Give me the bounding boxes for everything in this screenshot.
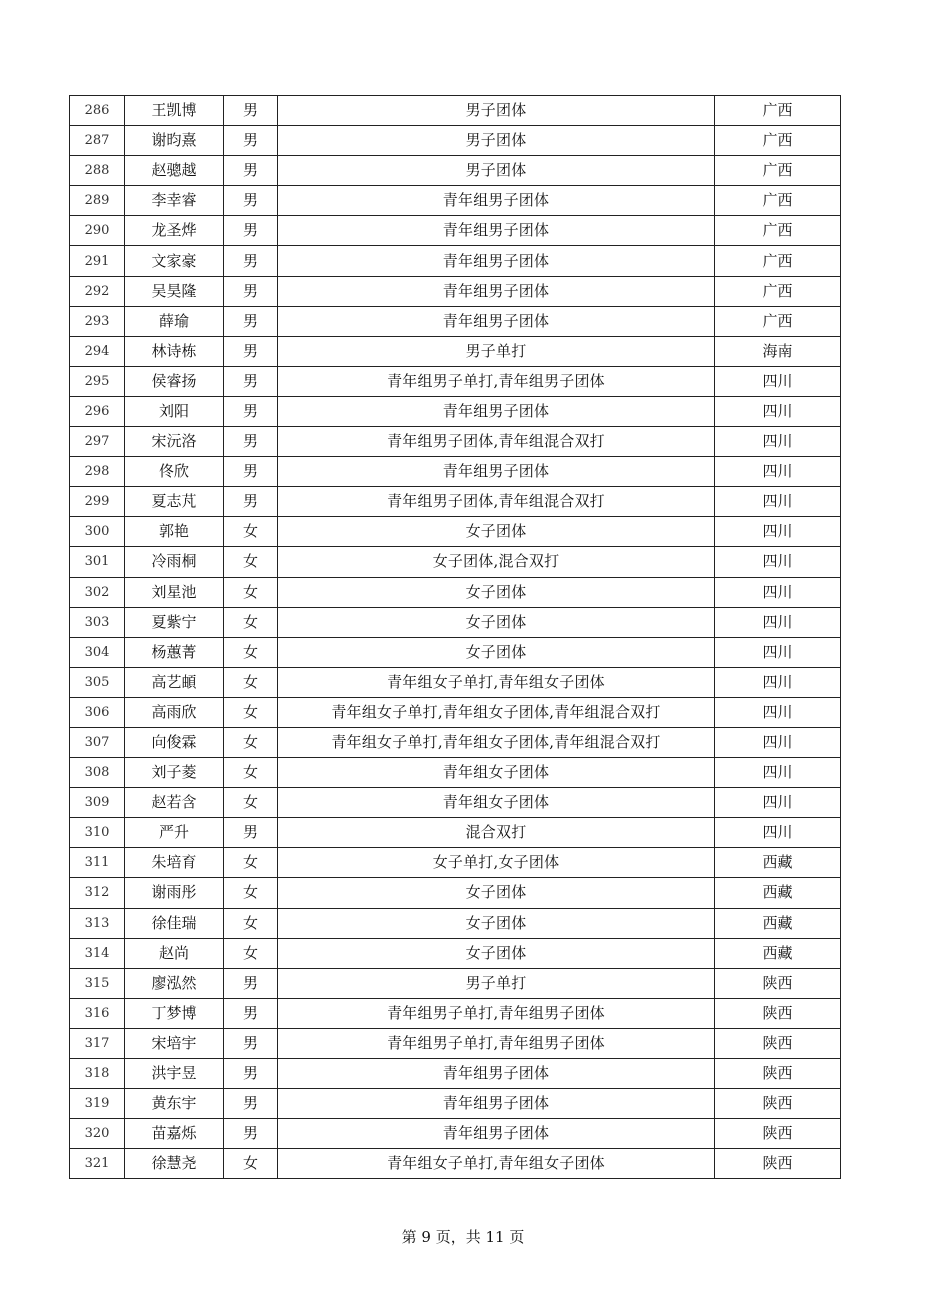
athlete-gender: 男 bbox=[224, 336, 278, 366]
table-row bbox=[70, 547, 841, 577]
row-number: 318 bbox=[70, 1059, 125, 1089]
athlete-gender: 男 bbox=[224, 1028, 278, 1058]
athlete-events: 女子单打,女子团体 bbox=[278, 848, 715, 878]
athlete-name: 刘星池 bbox=[125, 577, 224, 607]
row-number: 309 bbox=[70, 788, 125, 818]
athlete-region: 西藏 bbox=[715, 908, 841, 938]
table-row bbox=[70, 1149, 841, 1179]
athlete-gender: 女 bbox=[224, 667, 278, 697]
athlete-region: 广西 bbox=[715, 306, 841, 336]
athlete-name: 刘阳 bbox=[125, 396, 224, 426]
table-row bbox=[70, 427, 841, 457]
athlete-name: 廖泓然 bbox=[125, 968, 224, 998]
table-row bbox=[70, 938, 841, 968]
athlete-name: 谢雨彤 bbox=[125, 878, 224, 908]
athlete-gender: 女 bbox=[224, 938, 278, 968]
athlete-events: 青年组男子团体 bbox=[278, 246, 715, 276]
row-number: 317 bbox=[70, 1028, 125, 1058]
row-number: 289 bbox=[70, 186, 125, 216]
athlete-events: 青年组男子团体 bbox=[278, 1119, 715, 1149]
row-number: 313 bbox=[70, 908, 125, 938]
athlete-gender: 男 bbox=[224, 998, 278, 1028]
athlete-region: 西藏 bbox=[715, 878, 841, 908]
athlete-name: 王凯博 bbox=[125, 96, 224, 126]
athlete-gender: 女 bbox=[224, 848, 278, 878]
page-number: 第 9 页，共 11 页 bbox=[401, 1228, 525, 1246]
athlete-events: 男子单打 bbox=[278, 968, 715, 998]
athlete-name: 洪宇昱 bbox=[125, 1059, 224, 1089]
athlete-name: 侯睿扬 bbox=[125, 366, 224, 396]
athlete-gender: 女 bbox=[224, 517, 278, 547]
athlete-region: 广西 bbox=[715, 186, 841, 216]
athlete-events: 女子团体 bbox=[278, 607, 715, 637]
row-number: 315 bbox=[70, 968, 125, 998]
athlete-region: 四川 bbox=[715, 547, 841, 577]
row-number: 308 bbox=[70, 758, 125, 788]
table-row bbox=[70, 998, 841, 1028]
athlete-region: 西藏 bbox=[715, 848, 841, 878]
athlete-gender: 女 bbox=[224, 697, 278, 727]
athlete-region: 广西 bbox=[715, 126, 841, 156]
athlete-region: 西藏 bbox=[715, 938, 841, 968]
row-number: 300 bbox=[70, 517, 125, 547]
athlete-gender: 女 bbox=[224, 727, 278, 757]
athlete-events: 男子团体 bbox=[278, 96, 715, 126]
athlete-events: 青年组女子单打,青年组女子团体 bbox=[278, 1149, 715, 1179]
table-row bbox=[70, 96, 841, 126]
athlete-gender: 女 bbox=[224, 547, 278, 577]
athlete-name: 吴昊隆 bbox=[125, 276, 224, 306]
row-number: 299 bbox=[70, 487, 125, 517]
athlete-region: 四川 bbox=[715, 487, 841, 517]
athlete-region: 四川 bbox=[715, 697, 841, 727]
table-row bbox=[70, 156, 841, 186]
athlete-region: 陕西 bbox=[715, 1028, 841, 1058]
table-row bbox=[70, 1059, 841, 1089]
row-number: 287 bbox=[70, 126, 125, 156]
row-number: 292 bbox=[70, 276, 125, 306]
athlete-name: 向俊霖 bbox=[125, 727, 224, 757]
athlete-region: 海南 bbox=[715, 336, 841, 366]
row-number: 301 bbox=[70, 547, 125, 577]
athlete-events: 男子单打 bbox=[278, 336, 715, 366]
athlete-name: 赵骢越 bbox=[125, 156, 224, 186]
table-row bbox=[70, 878, 841, 908]
athlete-name: 佟欣 bbox=[125, 457, 224, 487]
athlete-gender: 男 bbox=[224, 1089, 278, 1119]
table-row bbox=[70, 396, 841, 426]
row-number: 293 bbox=[70, 306, 125, 336]
athlete-events: 青年组男子团体 bbox=[278, 306, 715, 336]
athlete-name: 夏志芃 bbox=[125, 487, 224, 517]
row-number: 312 bbox=[70, 878, 125, 908]
table-row bbox=[70, 848, 841, 878]
athlete-gender: 女 bbox=[224, 607, 278, 637]
row-number: 310 bbox=[70, 818, 125, 848]
athlete-name: 夏紫宁 bbox=[125, 607, 224, 637]
athlete-events: 青年组女子单打,青年组女子团体 bbox=[278, 667, 715, 697]
athlete-region: 陕西 bbox=[715, 1059, 841, 1089]
athlete-region: 四川 bbox=[715, 517, 841, 547]
row-number: 290 bbox=[70, 216, 125, 246]
athlete-region: 陕西 bbox=[715, 1119, 841, 1149]
table-row bbox=[70, 306, 841, 336]
table-row bbox=[70, 126, 841, 156]
athlete-events: 混合双打 bbox=[278, 818, 715, 848]
athlete-gender: 男 bbox=[224, 126, 278, 156]
athlete-events: 青年组男子单打,青年组男子团体 bbox=[278, 998, 715, 1028]
athlete-region: 四川 bbox=[715, 667, 841, 697]
athlete-region: 广西 bbox=[715, 246, 841, 276]
athlete-name: 苗嘉烁 bbox=[125, 1119, 224, 1149]
athlete-gender: 男 bbox=[224, 818, 278, 848]
athlete-gender: 男 bbox=[224, 366, 278, 396]
athlete-events: 男子团体 bbox=[278, 156, 715, 186]
athlete-name: 徐佳瑞 bbox=[125, 908, 224, 938]
athlete-gender: 男 bbox=[224, 1059, 278, 1089]
athlete-gender: 男 bbox=[224, 156, 278, 186]
row-number: 294 bbox=[70, 336, 125, 366]
athlete-gender: 女 bbox=[224, 1149, 278, 1179]
row-number: 296 bbox=[70, 396, 125, 426]
athlete-name: 李幸睿 bbox=[125, 186, 224, 216]
athlete-events: 女子团体 bbox=[278, 938, 715, 968]
athlete-region: 四川 bbox=[715, 788, 841, 818]
table-row bbox=[70, 216, 841, 246]
athlete-name: 高艺頔 bbox=[125, 667, 224, 697]
row-number: 286 bbox=[70, 96, 125, 126]
athlete-region: 四川 bbox=[715, 427, 841, 457]
athlete-events: 女子团体 bbox=[278, 577, 715, 607]
athlete-region: 四川 bbox=[715, 818, 841, 848]
athlete-name: 高雨欣 bbox=[125, 697, 224, 727]
athlete-name: 龙圣烨 bbox=[125, 216, 224, 246]
roster-table-body bbox=[70, 96, 841, 1179]
table-row bbox=[70, 818, 841, 848]
athlete-events: 青年组男子单打,青年组男子团体 bbox=[278, 1028, 715, 1058]
table-row bbox=[70, 697, 841, 727]
athlete-gender: 男 bbox=[224, 1119, 278, 1149]
table-row bbox=[70, 788, 841, 818]
athlete-region: 陕西 bbox=[715, 1089, 841, 1119]
athlete-events: 女子团体 bbox=[278, 908, 715, 938]
athlete-gender: 男 bbox=[224, 457, 278, 487]
athlete-region: 广西 bbox=[715, 216, 841, 246]
athlete-gender: 女 bbox=[224, 637, 278, 667]
table-row bbox=[70, 727, 841, 757]
table-row bbox=[70, 186, 841, 216]
row-number: 298 bbox=[70, 457, 125, 487]
athlete-gender: 男 bbox=[224, 306, 278, 336]
athlete-region: 陕西 bbox=[715, 968, 841, 998]
athlete-gender: 男 bbox=[224, 216, 278, 246]
row-number: 311 bbox=[70, 848, 125, 878]
table-row bbox=[70, 1089, 841, 1119]
athlete-gender: 女 bbox=[224, 908, 278, 938]
table-row bbox=[70, 457, 841, 487]
athlete-region: 四川 bbox=[715, 727, 841, 757]
table-row bbox=[70, 908, 841, 938]
athlete-name: 文家豪 bbox=[125, 246, 224, 276]
athlete-events: 青年组男子团体 bbox=[278, 276, 715, 306]
athlete-name: 宋沅洛 bbox=[125, 427, 224, 457]
athlete-region: 广西 bbox=[715, 276, 841, 306]
athlete-events: 青年组男子团体 bbox=[278, 216, 715, 246]
table-row bbox=[70, 637, 841, 667]
row-number: 321 bbox=[70, 1149, 125, 1179]
athlete-gender: 男 bbox=[224, 427, 278, 457]
row-number: 306 bbox=[70, 697, 125, 727]
athlete-region: 四川 bbox=[715, 577, 841, 607]
row-number: 316 bbox=[70, 998, 125, 1028]
row-number: 304 bbox=[70, 637, 125, 667]
athlete-events: 青年组女子单打,青年组女子团体,青年组混合双打 bbox=[278, 727, 715, 757]
row-number: 288 bbox=[70, 156, 125, 186]
table-row bbox=[70, 517, 841, 547]
athlete-events: 青年组男子团体 bbox=[278, 457, 715, 487]
athlete-region: 陕西 bbox=[715, 998, 841, 1028]
row-number: 314 bbox=[70, 938, 125, 968]
athlete-region: 广西 bbox=[715, 96, 841, 126]
athlete-region: 四川 bbox=[715, 637, 841, 667]
row-number: 305 bbox=[70, 667, 125, 697]
athlete-events: 女子团体 bbox=[278, 637, 715, 667]
athlete-name: 赵尚 bbox=[125, 938, 224, 968]
athlete-region: 四川 bbox=[715, 607, 841, 637]
athlete-events: 青年组男子团体,青年组混合双打 bbox=[278, 487, 715, 517]
athlete-name: 冷雨桐 bbox=[125, 547, 224, 577]
athlete-name: 黄东宇 bbox=[125, 1089, 224, 1119]
athlete-gender: 女 bbox=[224, 878, 278, 908]
table-row bbox=[70, 577, 841, 607]
athlete-region: 广西 bbox=[715, 156, 841, 186]
athlete-region: 四川 bbox=[715, 457, 841, 487]
athlete-gender: 男 bbox=[224, 396, 278, 426]
athlete-events: 青年组男子团体 bbox=[278, 1089, 715, 1119]
table-row bbox=[70, 758, 841, 788]
athlete-events: 青年组男子团体,青年组混合双打 bbox=[278, 427, 715, 457]
table-row bbox=[70, 366, 841, 396]
athlete-region: 四川 bbox=[715, 396, 841, 426]
athlete-events: 男子团体 bbox=[278, 126, 715, 156]
athlete-gender: 男 bbox=[224, 96, 278, 126]
athlete-region: 四川 bbox=[715, 758, 841, 788]
athlete-name: 赵若含 bbox=[125, 788, 224, 818]
row-number: 303 bbox=[70, 607, 125, 637]
athlete-name: 徐慧尧 bbox=[125, 1149, 224, 1179]
athlete-name: 林诗栋 bbox=[125, 336, 224, 366]
row-number: 295 bbox=[70, 366, 125, 396]
athlete-name: 郭艳 bbox=[125, 517, 224, 547]
athlete-name: 宋培宇 bbox=[125, 1028, 224, 1058]
athlete-events: 青年组男子团体 bbox=[278, 186, 715, 216]
athlete-events: 青年组女子单打,青年组女子团体,青年组混合双打 bbox=[278, 697, 715, 727]
athlete-events: 青年组女子团体 bbox=[278, 758, 715, 788]
table-row bbox=[70, 336, 841, 366]
athlete-events: 女子团体 bbox=[278, 517, 715, 547]
athlete-gender: 女 bbox=[224, 577, 278, 607]
table-row bbox=[70, 487, 841, 517]
row-number: 320 bbox=[70, 1119, 125, 1149]
table-row bbox=[70, 968, 841, 998]
row-number: 319 bbox=[70, 1089, 125, 1119]
athlete-region: 陕西 bbox=[715, 1149, 841, 1179]
row-number: 302 bbox=[70, 577, 125, 607]
row-number: 307 bbox=[70, 727, 125, 757]
athlete-events: 青年组男子单打,青年组男子团体 bbox=[278, 366, 715, 396]
athlete-gender: 男 bbox=[224, 276, 278, 306]
athlete-gender: 女 bbox=[224, 788, 278, 818]
roster-table bbox=[69, 95, 841, 1179]
athlete-name: 严升 bbox=[125, 818, 224, 848]
athlete-gender: 男 bbox=[224, 246, 278, 276]
athlete-events: 青年组女子团体 bbox=[278, 788, 715, 818]
athlete-name: 朱培育 bbox=[125, 848, 224, 878]
athlete-gender: 女 bbox=[224, 758, 278, 788]
athlete-name: 谢昀熹 bbox=[125, 126, 224, 156]
row-number: 297 bbox=[70, 427, 125, 457]
table-row bbox=[70, 1119, 841, 1149]
athlete-name: 杨蕙菁 bbox=[125, 637, 224, 667]
athlete-events: 青年组男子团体 bbox=[278, 1059, 715, 1089]
athlete-name: 刘子菱 bbox=[125, 758, 224, 788]
row-number: 291 bbox=[70, 246, 125, 276]
athlete-events: 女子团体 bbox=[278, 878, 715, 908]
athlete-gender: 男 bbox=[224, 968, 278, 998]
table-row bbox=[70, 246, 841, 276]
athlete-name: 薛瑜 bbox=[125, 306, 224, 336]
table-row bbox=[70, 607, 841, 637]
athlete-region: 四川 bbox=[715, 366, 841, 396]
athlete-gender: 男 bbox=[224, 487, 278, 517]
table-row bbox=[70, 276, 841, 306]
table-row bbox=[70, 667, 841, 697]
table-row bbox=[70, 1028, 841, 1058]
athlete-events: 女子团体,混合双打 bbox=[278, 547, 715, 577]
athlete-gender: 男 bbox=[224, 186, 278, 216]
athlete-events: 青年组男子团体 bbox=[278, 396, 715, 426]
athlete-name: 丁梦博 bbox=[125, 998, 224, 1028]
